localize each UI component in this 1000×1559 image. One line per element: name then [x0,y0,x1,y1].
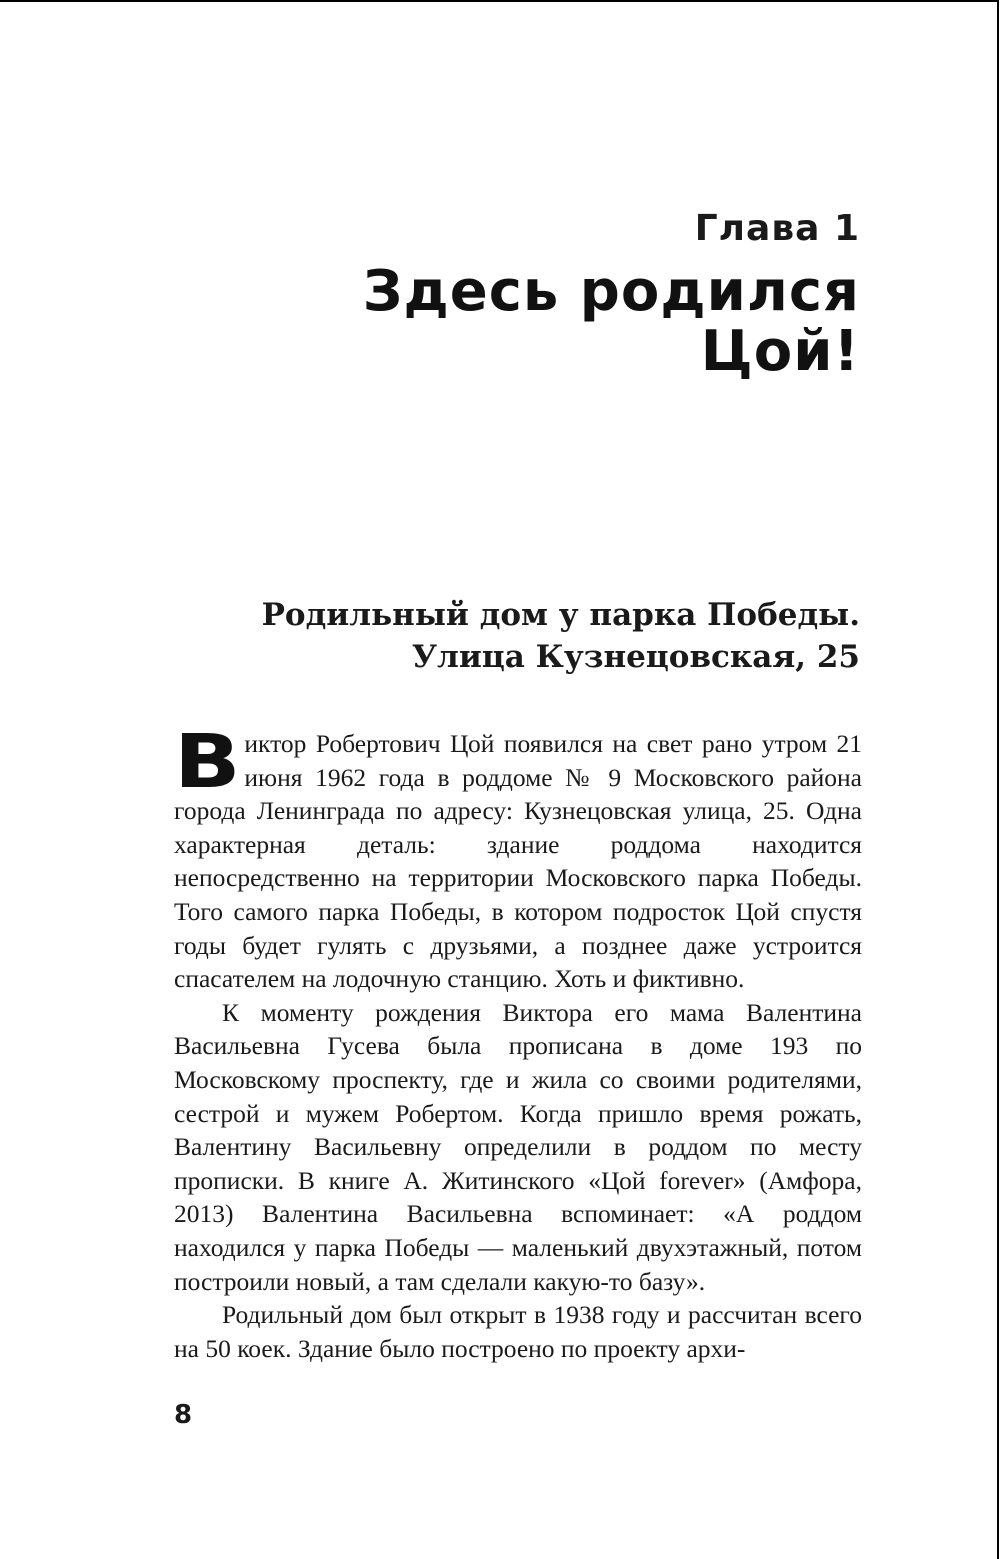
section-heading-line2: Улица Кузнецовская, 25 [411,639,860,675]
chapter-label: Глава 1 [694,208,860,249]
section-heading-line1: Родильный дом у парка Победы. [261,597,860,633]
section-heading [220,594,860,678]
paragraph-1 [174,719,862,996]
page-number: 8 [174,1400,193,1430]
paragraph-3: Родильный дом был открыт в 1938 году и рассчитан всего на 50 коек. Здание было построено по проекту архи- [174,1300,862,1363]
drop-cap: В [174,719,241,805]
chapter-title-line1: Здесь родился [362,259,860,324]
paragraph-2: К моменту рождения Виктора его мама Валентина Васильевна Гусева была прописана в доме 193 по Московскому проспекту, где и жила со своими родителями, сестрой и мужем Робертом. Когда пришло время рожать, Валентину Васильевну определили в роддом по месту прописки. В книге А. Житинского «Цой forever» (Амфора, 2013) Валентина Васильевна вспоминает: «А роддом находился у парка Победы — маленький двухэтажный, потом построили новый, а там сделали какую-то базу». [174,997,862,1296]
chapter-title [240,259,860,384]
body-text [174,719,862,1365]
paragraph-1-text: иктор Робертович Цой появился на свет рано утром 21 июня 1962 года в роддоме № 9 Московского района города Ленинграда по адресу: Кузнецовская улица, 25. Одна характерная деталь: здание роддома находится непосредственно на территории Московского парка Победы. Того самого парка Победы, в котором подросток Цой спустя годы будет гулять с друзьями, а позднее даже устроится спасателем на лодочную станцию. Хоть и фиктивно. [174,729,862,994]
chapter-title-line2: Цой! [700,319,860,384]
